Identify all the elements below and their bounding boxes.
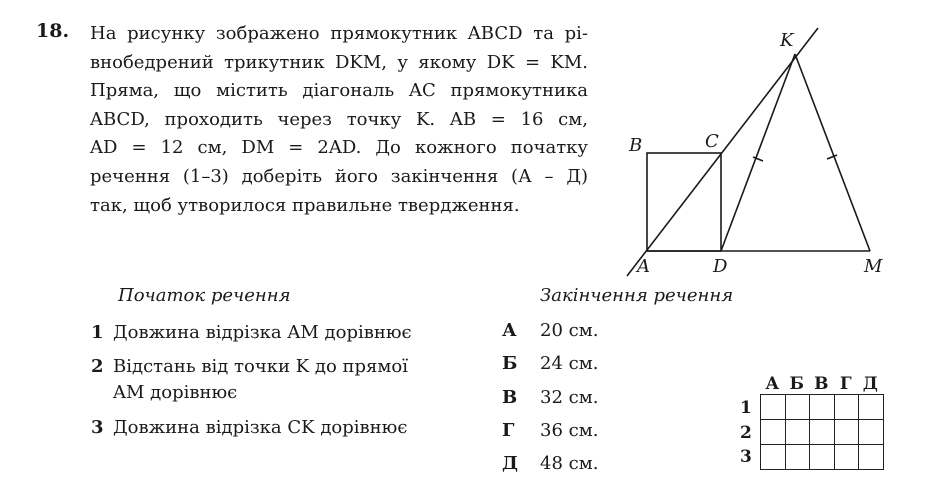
beginning-item [91,354,408,406]
problem-line: речення (1–3) доберіть його закінчення (А – Д) [90,165,588,187]
item-number: 3 [91,417,104,438]
column-header: Г [839,374,852,394]
answer-cell[interactable] [761,419,786,444]
ending-text: 36 см. [540,420,599,441]
item-number: 2 [91,356,104,377]
item-number: 1 [91,322,104,343]
answer-cell[interactable] [761,444,786,469]
row-header: 3 [740,447,752,467]
answer-cell[interactable] [785,419,810,444]
ending-letter: Г [502,420,515,441]
answer-cell[interactable] [859,419,884,444]
ending-letter: В [502,387,518,408]
answer-cell[interactable] [859,444,884,469]
problem-line: внобедрений трикутник DKM, у якому DK = KM. [90,51,588,73]
label-b: B [629,135,643,156]
answer-grid-cells [760,394,884,470]
ending-text: 24 см. [540,353,599,374]
ending-text: 32 см. [540,387,599,408]
answer-grid [740,374,884,470]
answer-cell[interactable] [761,395,786,420]
answer-cell[interactable] [810,395,835,420]
ending-item [502,387,598,408]
geometry-figure [600,20,900,285]
label-a: A [637,256,650,277]
answer-cell[interactable] [834,444,859,469]
answer-grid-row-headers [740,394,760,470]
answer-cell[interactable] [834,419,859,444]
item-text: Відстань від точки K до прямої [113,356,408,377]
problem-line: На рисунку зображено прямокутник ABCD та рі- [90,23,588,44]
problem-statement [90,20,588,220]
problem-line: Пряма, що містить діагональ AC прямокутника [90,80,588,102]
problem-number: 18. [36,20,70,42]
column-header: А [765,374,780,394]
segment-dk [721,54,795,251]
ending-letter: Д [502,453,519,474]
answer-cell[interactable] [834,395,859,420]
answer-cell[interactable] [785,444,810,469]
beginning-item [91,415,407,441]
column-header: Д [862,374,878,394]
ending-item [502,353,598,374]
beginnings-header: Початок речення [118,285,291,306]
item-text: Довжина відрізка AM дорівнює [113,322,412,343]
answer-grid-column-headers [740,374,884,394]
ending-item [502,420,598,441]
endings-header: Закінчення речення [540,285,734,306]
label-d: D [713,256,728,277]
row-header: 2 [740,422,752,443]
column-header: Б [789,374,805,394]
ending-text: 20 см. [540,320,599,341]
ending-item [502,453,598,474]
problem-line: так, щоб утворилося правильне твердження. [90,194,520,216]
ending-text: 48 см. [540,453,599,474]
item-text-continued: AM дорівнює [113,382,238,403]
answer-cell[interactable] [785,395,810,420]
label-c: C [705,131,719,152]
answer-cell[interactable] [810,419,835,444]
answer-cell[interactable] [810,444,835,469]
endings-list [502,320,642,490]
label-m: M [864,256,883,277]
segment-km [795,54,870,251]
problem-line: AD = 12 см, DM = 2AD. До кожного початку [90,137,588,159]
beginning-item [91,320,412,346]
ending-item [502,320,598,341]
item-text: Довжина відрізка CK дорівнює [113,417,408,438]
ending-letter: Б [502,353,518,374]
ending-letter: А [502,320,517,341]
line-ac-k [627,28,818,276]
answer-cell[interactable] [859,395,884,420]
column-header: В [814,374,829,394]
label-k: K [780,30,794,51]
problem-line: ABCD, проходить через точку K. AB = 16 см, [90,108,588,130]
row-header: 1 [740,398,752,418]
